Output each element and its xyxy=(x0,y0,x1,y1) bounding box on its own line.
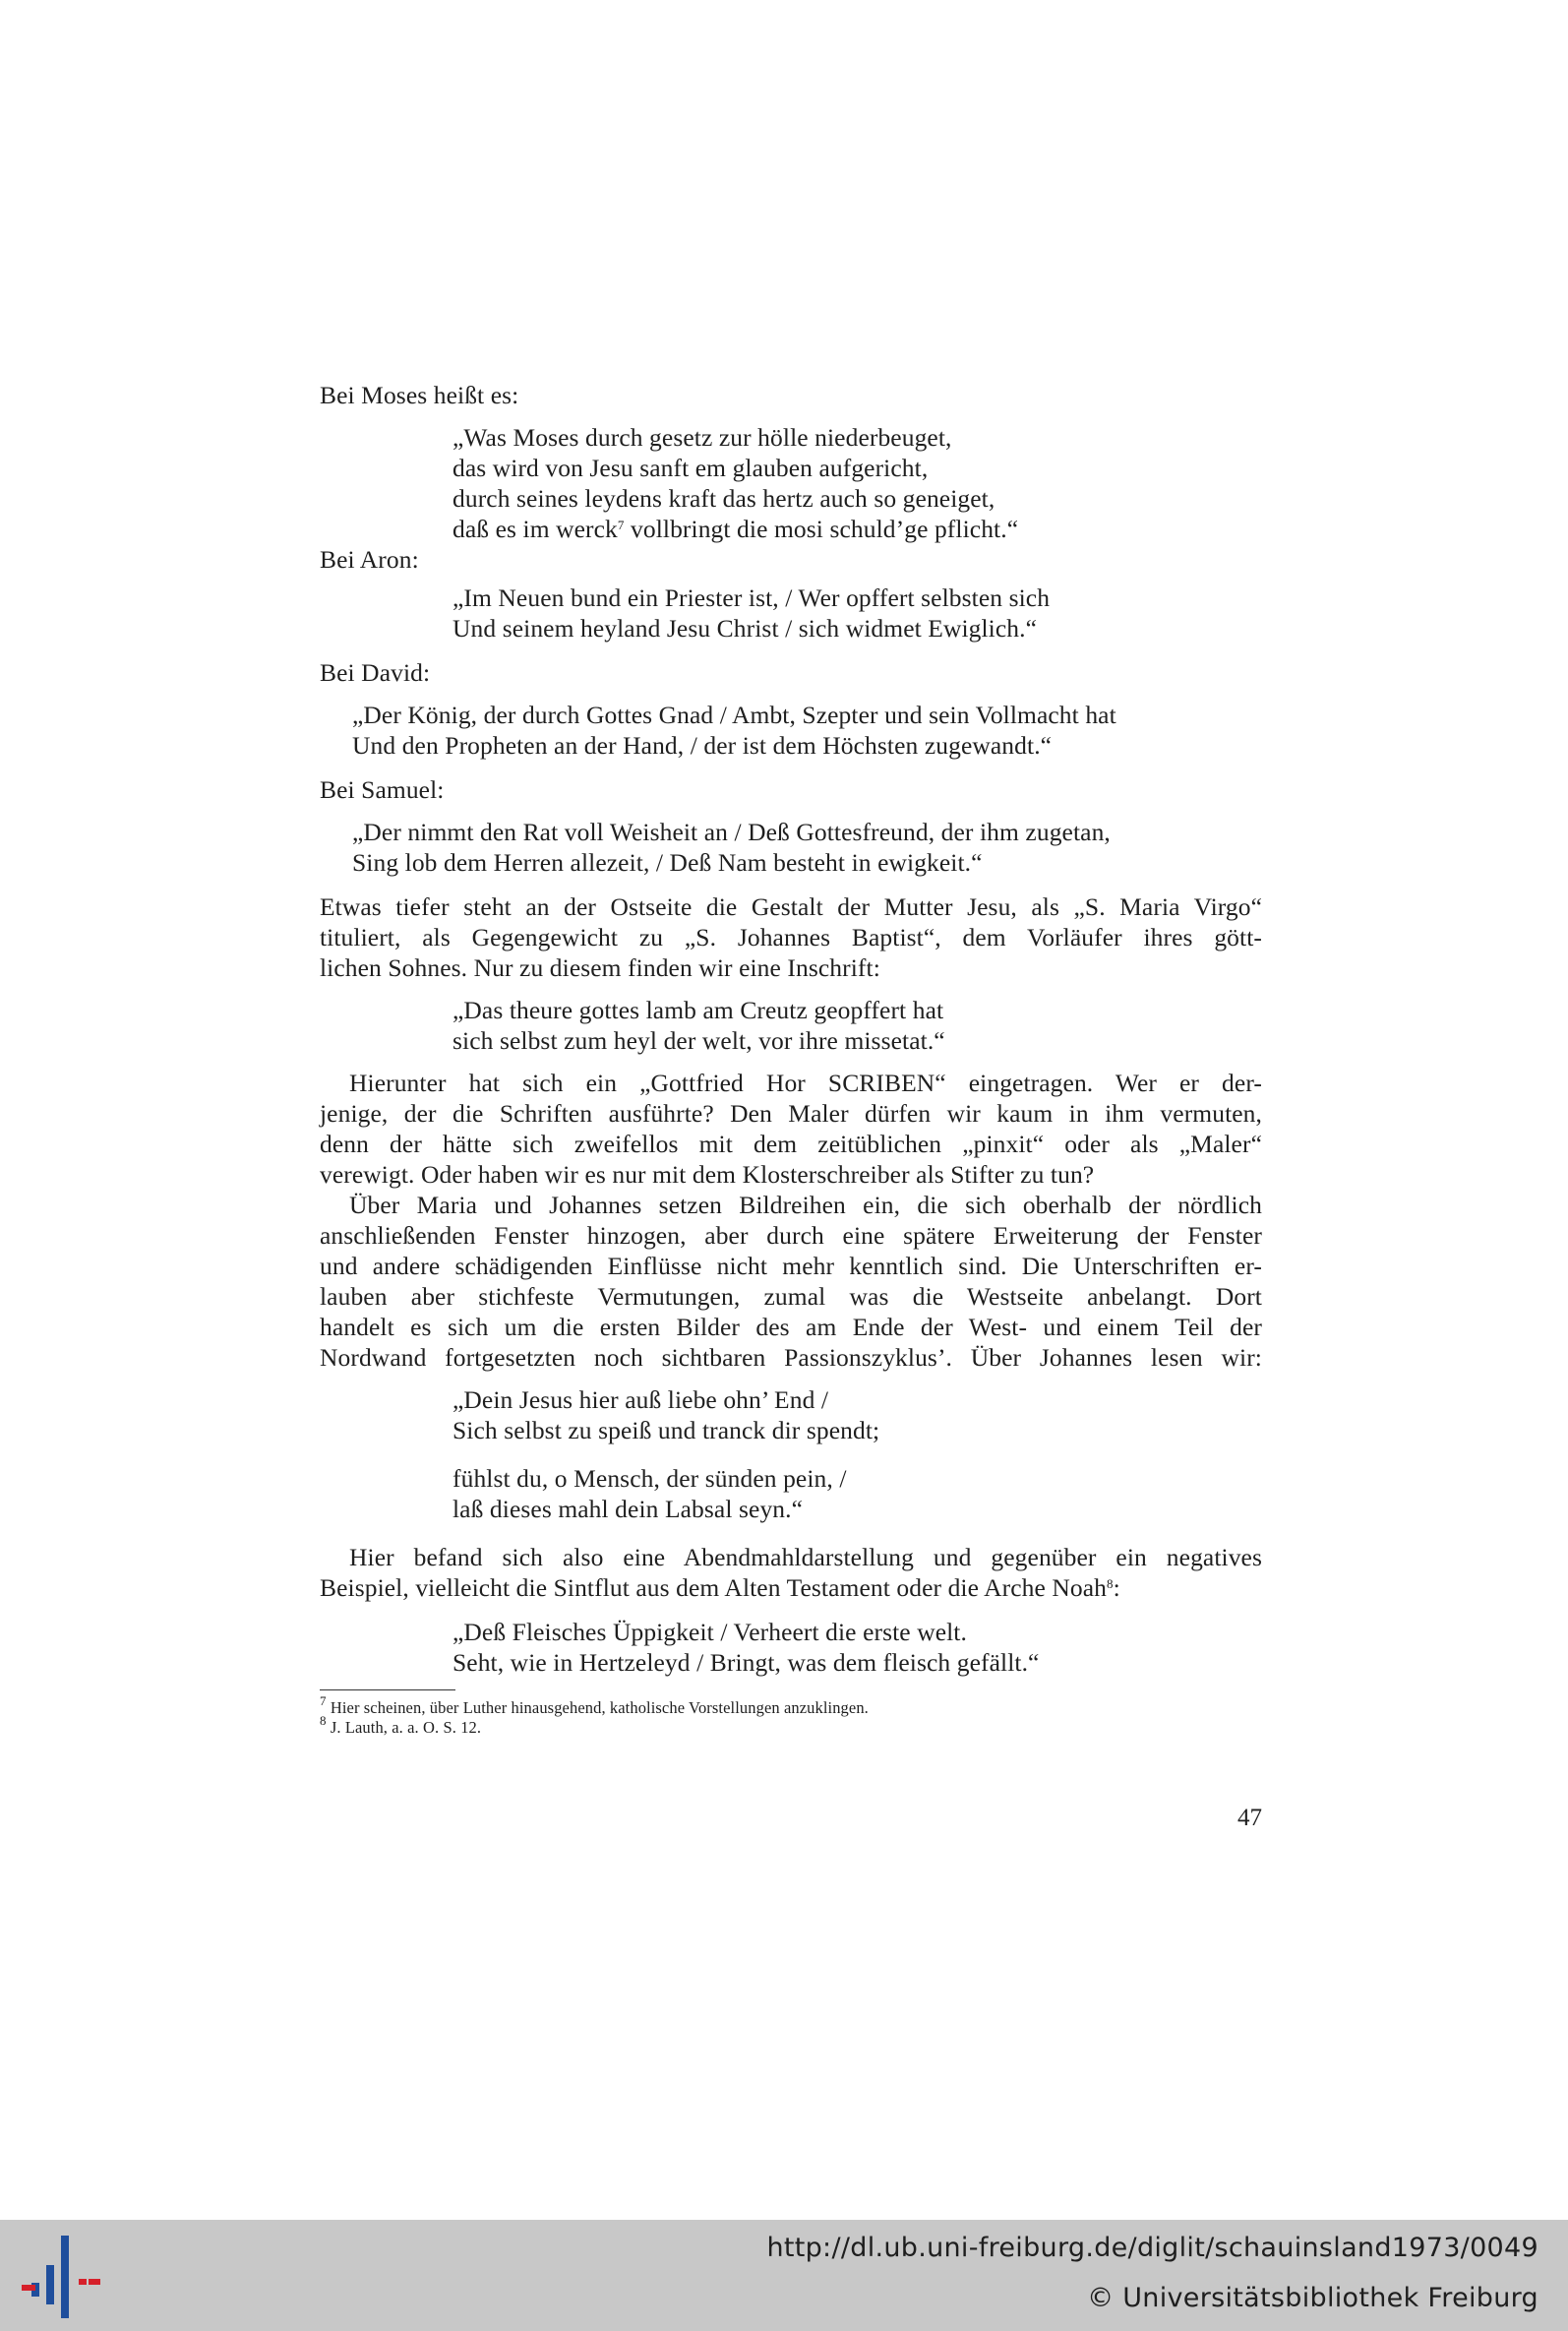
footnote xyxy=(320,1693,1262,1718)
verse-line: Und seinem heyland Jesu Christ / sich widmet Ewiglich.“ xyxy=(452,614,1038,643)
text-line: jenige, der die Schriften ausführte? Den Maler dürfen wir kaum in ihm vermuten, xyxy=(320,1099,1262,1128)
moses-verse xyxy=(320,422,1262,544)
jesus-verse xyxy=(320,1384,1262,1524)
verse-line: sich selbst zum heyl der welt, vor ihre missetat.“ xyxy=(452,1026,945,1055)
verse-line: „Das theure gottes lamb am Creutz geopffert hat xyxy=(452,996,944,1024)
footnote-text: Hier scheinen, über Luther hinausgehend, katholische Vorstellungen anzuklingen. xyxy=(330,1698,869,1717)
text-line: Hier befand sich also eine Abendmahldarstellung und gegenüber ein negatives xyxy=(349,1543,1262,1571)
text-line: verewigt. Oder haben wir es nur mit dem Klosterschreiber als Stifter zu tun? xyxy=(320,1160,1095,1189)
verse-fragment: daß es im werck xyxy=(452,515,618,543)
paragraph-scriben xyxy=(320,1068,1262,1190)
ub-freiburg-logo-icon xyxy=(22,2236,100,2318)
verse-line: Sich selbst zu speiß und tranck dir spendt; xyxy=(452,1416,880,1444)
text-fragment: Beispiel, vielleicht die Sintflut aus dem Alten Testament oder die Arche Noah xyxy=(320,1573,1108,1602)
aron-intro: Bei Aron: xyxy=(320,545,419,574)
text-line: anschließenden Fenster hinzogen, aber durch eine spätere Erweiterung der Fenster xyxy=(320,1221,1262,1250)
verse-line: fühlst du, o Mensch, der sünden pein, / xyxy=(452,1464,847,1493)
verse-line: Und den Propheten an der Hand, / der ist dem Höchsten zugewandt.“ xyxy=(352,731,1053,760)
paragraph-bildreihen xyxy=(320,1190,1262,1373)
document-url[interactable]: http://dl.ub.uni-freiburg.de/diglit/schauinsland1973/0049 xyxy=(766,2233,1538,2263)
verse-line: „Deß Fleisches Üppigkeit / Verheert die erste welt. xyxy=(452,1618,967,1646)
paragraph-abendmahl xyxy=(320,1542,1262,1603)
page-content xyxy=(320,380,1262,1738)
david-verse xyxy=(320,700,1262,761)
verse-line: „Der nimmt den Rat voll Weisheit an / Deß Gottesfreund, der ihm zugetan, xyxy=(352,818,1111,846)
samuel-verse xyxy=(320,817,1262,878)
david-intro: Bei David: xyxy=(320,658,431,687)
footer-bar xyxy=(0,2220,1568,2331)
footnotes xyxy=(320,1693,1262,1738)
text-line: Nordwand fortgesetzten noch sichtbaren Passionszyklus’. Über Johannes lesen wir: xyxy=(320,1343,1262,1372)
footnote-number: 7 xyxy=(320,1693,327,1708)
text-line: Hierunter hat sich ein „Gottfried Hor SCRIBEN“ eingetragen. Wer er der- xyxy=(349,1069,1262,1097)
footnote-marker: 8 xyxy=(1107,1576,1114,1591)
verse-line: „Dein Jesus hier auß liebe ohn’ End / xyxy=(452,1385,829,1414)
verse-fragment: vollbringt die mosi schuld’ge pflicht.“ xyxy=(631,515,1019,543)
verse-line: laß dieses mahl dein Labsal seyn.“ xyxy=(452,1495,804,1523)
copyright-notice: © Universitätsbibliothek Freiburg xyxy=(1087,2283,1538,2313)
text-line xyxy=(320,1572,1262,1603)
text-line: tituliert, als Gegengewicht zu „S. Johannes Baptist“, dem Vorläufer ihres gött- xyxy=(320,923,1262,951)
text-line: Etwas tiefer steht an der Ostseite die Gestalt der Mutter Jesu, als „S. Maria Virgo“ xyxy=(320,892,1262,921)
footnote-marker: 7 xyxy=(617,518,625,532)
verse-line xyxy=(320,514,1262,544)
samuel-intro: Bei Samuel: xyxy=(320,775,445,804)
footnote-text: J. Lauth, a. a. O. S. 12. xyxy=(330,1718,482,1737)
text-line: lichen Sohnes. Nur zu diesem finden wir eine Inschrift: xyxy=(320,953,880,982)
footnote-divider xyxy=(320,1689,455,1690)
lamb-verse xyxy=(320,995,1262,1056)
moses-intro: Bei Moses heißt es: xyxy=(320,381,519,409)
text-line: Über Maria und Johannes setzen Bildreihen ein, die sich oberhalb der nördlich xyxy=(349,1191,1262,1219)
text-line: handelt es sich um die ersten Bilder des am Ende der West- und einem Teil der xyxy=(320,1313,1262,1341)
flesh-verse xyxy=(320,1617,1262,1678)
text-fragment: : xyxy=(1113,1573,1120,1602)
footnote-number: 8 xyxy=(320,1713,327,1728)
paragraph-maria xyxy=(320,891,1262,983)
verse-line: Seht, wie in Hertzeleyd / Bringt, was dem fleisch gefällt.“ xyxy=(452,1648,1040,1677)
footnote xyxy=(320,1713,1262,1738)
verse-line: Sing lob dem Herren allezeit, / Deß Nam besteht in ewigkeit.“ xyxy=(352,848,983,877)
verse-line: „Im Neuen bund ein Priester ist, / Wer opffert selbsten sich xyxy=(452,583,1051,612)
verse-line: „Was Moses durch gesetz zur hölle niederbeuget, xyxy=(452,423,952,452)
text-line: denn der hätte sich zweifellos mit dem zeitüblichen „pinxit“ oder als „Maler“ xyxy=(320,1130,1262,1158)
page-number: 47 xyxy=(1237,1805,1262,1831)
aron-verse xyxy=(320,583,1262,644)
verse-line: durch seines leydens kraft das hertz auch so geneiget, xyxy=(452,484,995,513)
text-line: lauben aber stichfeste Vermutungen, zumal was die Westseite anbelangt. Dort xyxy=(320,1282,1262,1311)
verse-line: das wird von Jesu sanft em glauben aufgericht, xyxy=(452,454,929,482)
text-line: und andere schädigenden Einflüsse nicht mehr kenntlich sind. Die Unterschriften er- xyxy=(320,1252,1262,1280)
verse-line: „Der König, der durch Gottes Gnad / Ambt, Szepter und sein Vollmacht hat xyxy=(352,701,1116,729)
